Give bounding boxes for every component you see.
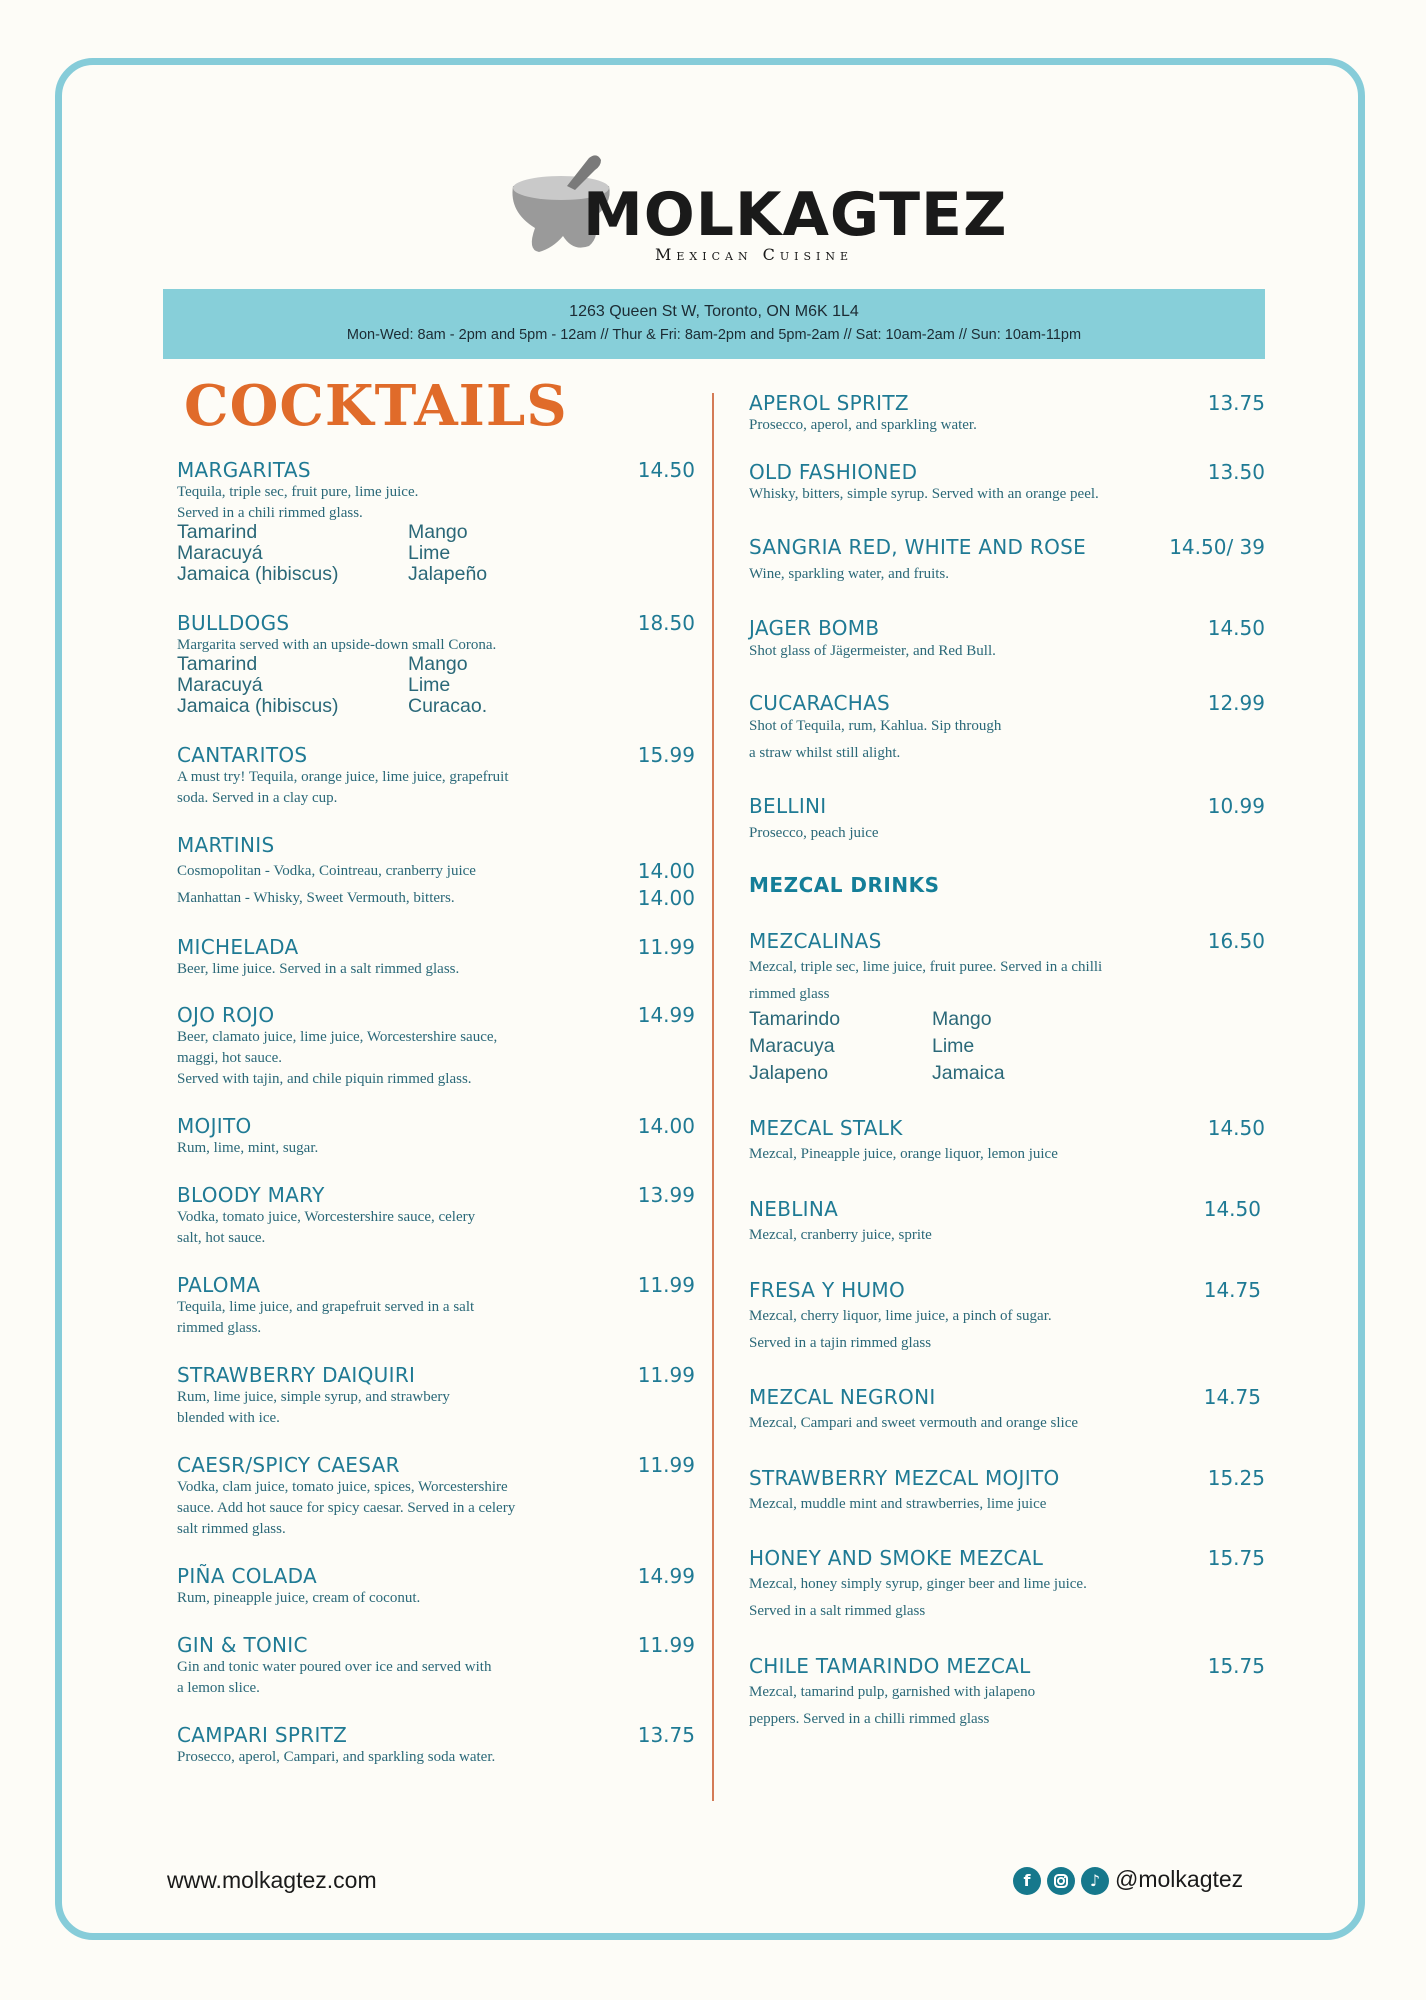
brand-name: MOLKAGTEZ <box>583 180 1008 250</box>
item-description: blended with ice. <box>177 1410 280 1426</box>
item-name: SANGRIA RED, WHITE AND ROSE <box>749 535 1087 559</box>
item-name: APEROL SPRITZ <box>749 391 909 415</box>
item-price: 13.75 <box>637 1723 695 1747</box>
item-name: CAMPARI SPRITZ <box>177 1723 348 1747</box>
item-description: Wine, sparkling water, and fruits. <box>749 566 949 582</box>
mezcal-drinks-heading: MEZCAL DRINKS <box>749 873 940 897</box>
item-price: 11.99 <box>637 1633 695 1657</box>
item-description: a lemon slice. <box>177 1680 260 1696</box>
item-description: Shot of Tequila, rum, Kahlua. Sip through <box>749 718 1002 734</box>
item-description: Whisky, bitters, simple syrup. Served with an orange peel. <box>749 486 1099 502</box>
item-name: MEZCALINAS <box>749 929 882 953</box>
item-description: Mezcal, triple sec, lime juice, fruit puree. Served in a chilli <box>749 959 1103 975</box>
item-name: CHILE TAMARINDO MEZCAL <box>749 1654 1031 1678</box>
flavor: Maracuya <box>749 1035 835 1057</box>
flavor: Curacao. <box>408 695 488 717</box>
item-description: Beer, lime juice. Served in a salt rimmed glass. <box>177 961 460 977</box>
item-name: HONEY AND SMOKE MEZCAL <box>749 1546 1044 1570</box>
item-name: CAESR/SPICY CAESAR <box>177 1453 400 1477</box>
item-description: soda. Served in a clay cup. <box>177 790 338 806</box>
flavor: Mango <box>408 653 468 675</box>
item-price: 14.00 <box>637 1114 695 1138</box>
item-price: 15.75 <box>1207 1546 1265 1570</box>
item-description: Margarita served with an upside-down small Corona. <box>177 637 497 653</box>
item-name: BLOODY MARY <box>177 1183 325 1207</box>
section-title: COCKTAILS <box>184 373 568 439</box>
item-description: Beer, clamato juice, lime juice, Worcestershire sauce, <box>177 1029 498 1045</box>
item-name: MICHELADA <box>177 935 299 959</box>
flavor: Tamarind <box>177 521 258 543</box>
item-name: BELLINI <box>749 794 827 818</box>
item-description: Rum, lime, mint, sugar. <box>177 1140 319 1156</box>
item-description: Mezcal, Campari and sweet vermouth and orange slice <box>749 1415 1079 1431</box>
item-description: Mezcal, tamarind pulp, garnished with jalapeno <box>749 1684 1036 1700</box>
website-link[interactable]: www.molkagtez.com <box>167 1867 377 1893</box>
item-description: Prosecco, aperol, and sparkling water. <box>749 417 977 433</box>
item-description: Prosecco, aperol, Campari, and sparkling soda water. <box>177 1749 496 1765</box>
item-price: 14.99 <box>637 1564 695 1588</box>
social-handle[interactable]: @molkagtez <box>1115 1866 1244 1892</box>
item-price: 14.75 <box>1203 1278 1261 1302</box>
item-name: MEZCAL STALK <box>749 1116 903 1140</box>
instagram-icon[interactable] <box>1047 1867 1075 1895</box>
item-price: 13.50 <box>1207 460 1265 484</box>
item-description: Mezcal, muddle mint and strawberries, lime juice <box>749 1496 1047 1512</box>
item-description: salt rimmed glass. <box>177 1521 286 1537</box>
opening-hours: Mon-Wed: 8am - 2pm and 5pm - 12am // Thur & Fri: 8am-2pm and 5pm-2am // Sat: 10am-2am // Sun: 10am-11pm <box>346 327 1082 343</box>
item-description: Mezcal, Pineapple juice, orange liquor, lemon juice <box>749 1146 1058 1162</box>
item-price: 14.75 <box>1203 1385 1261 1409</box>
item-price: 13.99 <box>637 1183 695 1207</box>
item-description: Served with tajin, and chile piquin rimmed glass. <box>177 1071 472 1087</box>
flavor: Jalapeño <box>408 563 488 585</box>
item-description: Vodka, tomato juice, Worcestershire sauce, celery <box>177 1209 476 1225</box>
item-description: Mezcal, honey simply syrup, ginger beer and lime juice. <box>749 1576 1087 1592</box>
item-description: A must try! Tequila, orange juice, lime juice, grapefruit <box>177 769 509 785</box>
flavor: Jamaica (hibiscus) <box>177 563 339 585</box>
item-name: CANTARITOS <box>177 743 308 767</box>
item-price: 15.75 <box>1207 1654 1265 1678</box>
flavor: Tamarindo <box>749 1008 841 1030</box>
item-name: STRAWBERRY MEZCAL MOJITO <box>749 1466 1060 1490</box>
item-description: a straw whilst still alight. <box>749 745 901 761</box>
item-description: peppers. Served in a chilli rimmed glass <box>749 1711 990 1727</box>
item-name: JAGER BOMB <box>749 616 880 640</box>
item-name: OJO ROJO <box>177 1003 275 1027</box>
item-price: 14.00 <box>637 859 695 883</box>
item-description: rimmed glass <box>749 986 830 1002</box>
item-description: Tequila, lime juice, and grapefruit served in a salt <box>177 1299 475 1315</box>
item-description: Gin and tonic water poured over ice and served with <box>177 1659 492 1675</box>
item-description: Rum, pineapple juice, cream of coconut. <box>177 1590 421 1606</box>
item-price: 16.50 <box>1207 929 1265 953</box>
item-name: GIN & TONIC <box>177 1633 308 1657</box>
item-description: Rum, lime juice, simple syrup, and strawbery <box>177 1389 450 1405</box>
column-divider <box>712 393 714 1801</box>
item-price: 15.99 <box>637 743 695 767</box>
item-price: 14.50/ 39 <box>1169 535 1265 559</box>
item-price: 14.99 <box>637 1003 695 1027</box>
item-description: sauce. Add hot sauce for spicy caesar. Served in a celery <box>177 1500 516 1516</box>
item-price: 11.99 <box>637 1363 695 1387</box>
flavor: Mango <box>932 1008 992 1030</box>
item-price: 11.99 <box>637 1453 695 1477</box>
item-description: Mezcal, cranberry juice, sprite <box>749 1227 932 1243</box>
flavor: Jalapeno <box>749 1062 829 1084</box>
item-price: 13.75 <box>1207 391 1265 415</box>
item-name: PALOMA <box>177 1273 261 1297</box>
item-name: PIÑA COLADA <box>177 1564 317 1588</box>
item-price: 14.50 <box>1207 616 1265 640</box>
facebook-icon[interactable]: f <box>1013 1867 1041 1895</box>
item-price: 12.99 <box>1207 691 1265 715</box>
item-price: 11.99 <box>637 1273 695 1297</box>
item-name: NEBLINA <box>749 1197 839 1221</box>
item-price: 10.99 <box>1207 794 1265 818</box>
item-description: maggi, hot sauce. <box>177 1050 282 1066</box>
item-name: MARGARITAS <box>177 458 311 482</box>
info-bar <box>163 289 1265 359</box>
flavor: Maracuyá <box>177 542 263 564</box>
item-name: MEZCAL NEGRONI <box>749 1385 936 1409</box>
item-price: 14.00 <box>637 886 695 910</box>
item-name: FRESA Y HUMO <box>749 1278 905 1302</box>
item-name: CUCARACHAS <box>749 691 891 715</box>
flavor: Maracuyá <box>177 674 263 696</box>
item-price: 15.25 <box>1207 1466 1265 1490</box>
flavor: Tamarind <box>177 653 258 675</box>
flavor: Jamaica <box>932 1062 1005 1084</box>
address: 1263 Queen St W, Toronto, ON M6K 1L4 <box>569 303 859 320</box>
item-description: Served in a salt rimmed glass <box>749 1603 926 1619</box>
tiktok-icon[interactable]: ♪ <box>1081 1867 1109 1895</box>
flavor: Lime <box>408 542 451 564</box>
item-name: MARTINIS <box>177 833 275 857</box>
flavor: Lime <box>408 674 451 696</box>
martini-line: Cosmopolitan - Vodka, Cointreau, cranberry juice <box>177 863 476 879</box>
item-price: 14.50 <box>1203 1197 1261 1221</box>
item-description: Vodka, clam juice, tomato juice, spices, Worcestershire <box>177 1479 508 1495</box>
item-name: MOJITO <box>177 1114 252 1138</box>
item-description: rimmed glass. <box>177 1320 262 1336</box>
flavor: Jamaica (hibiscus) <box>177 695 339 717</box>
flavor: Mango <box>408 521 468 543</box>
item-description: Served in a chili rimmed glass. <box>177 505 363 521</box>
item-price: 14.50 <box>637 458 695 482</box>
item-description: Tequila, triple sec, fruit pure, lime juice. <box>177 484 419 500</box>
item-description: Prosecco, peach juice <box>749 825 879 841</box>
item-description: Mezcal, cherry liquor, lime juice, a pinch of sugar. <box>749 1308 1052 1324</box>
item-name: BULLDOGS <box>177 611 290 635</box>
martini-line: Manhattan - Whisky, Sweet Vermouth, bitters. <box>177 890 455 906</box>
item-price: 11.99 <box>637 935 695 959</box>
item-name: STRAWBERRY DAIQUIRI <box>177 1363 416 1387</box>
flavor: Lime <box>932 1035 975 1057</box>
item-description: Shot glass of Jägermeister, and Red Bull. <box>749 643 996 659</box>
item-description: salt, hot sauce. <box>177 1230 266 1246</box>
item-name: OLD FASHIONED <box>749 460 918 484</box>
item-price: 18.50 <box>637 611 695 635</box>
brand-tagline: Mexican Cuisine <box>655 245 854 264</box>
item-description: Served in a tajin rimmed glass <box>749 1335 932 1351</box>
brand-logo <box>505 152 1008 272</box>
item-price: 14.50 <box>1207 1116 1265 1140</box>
